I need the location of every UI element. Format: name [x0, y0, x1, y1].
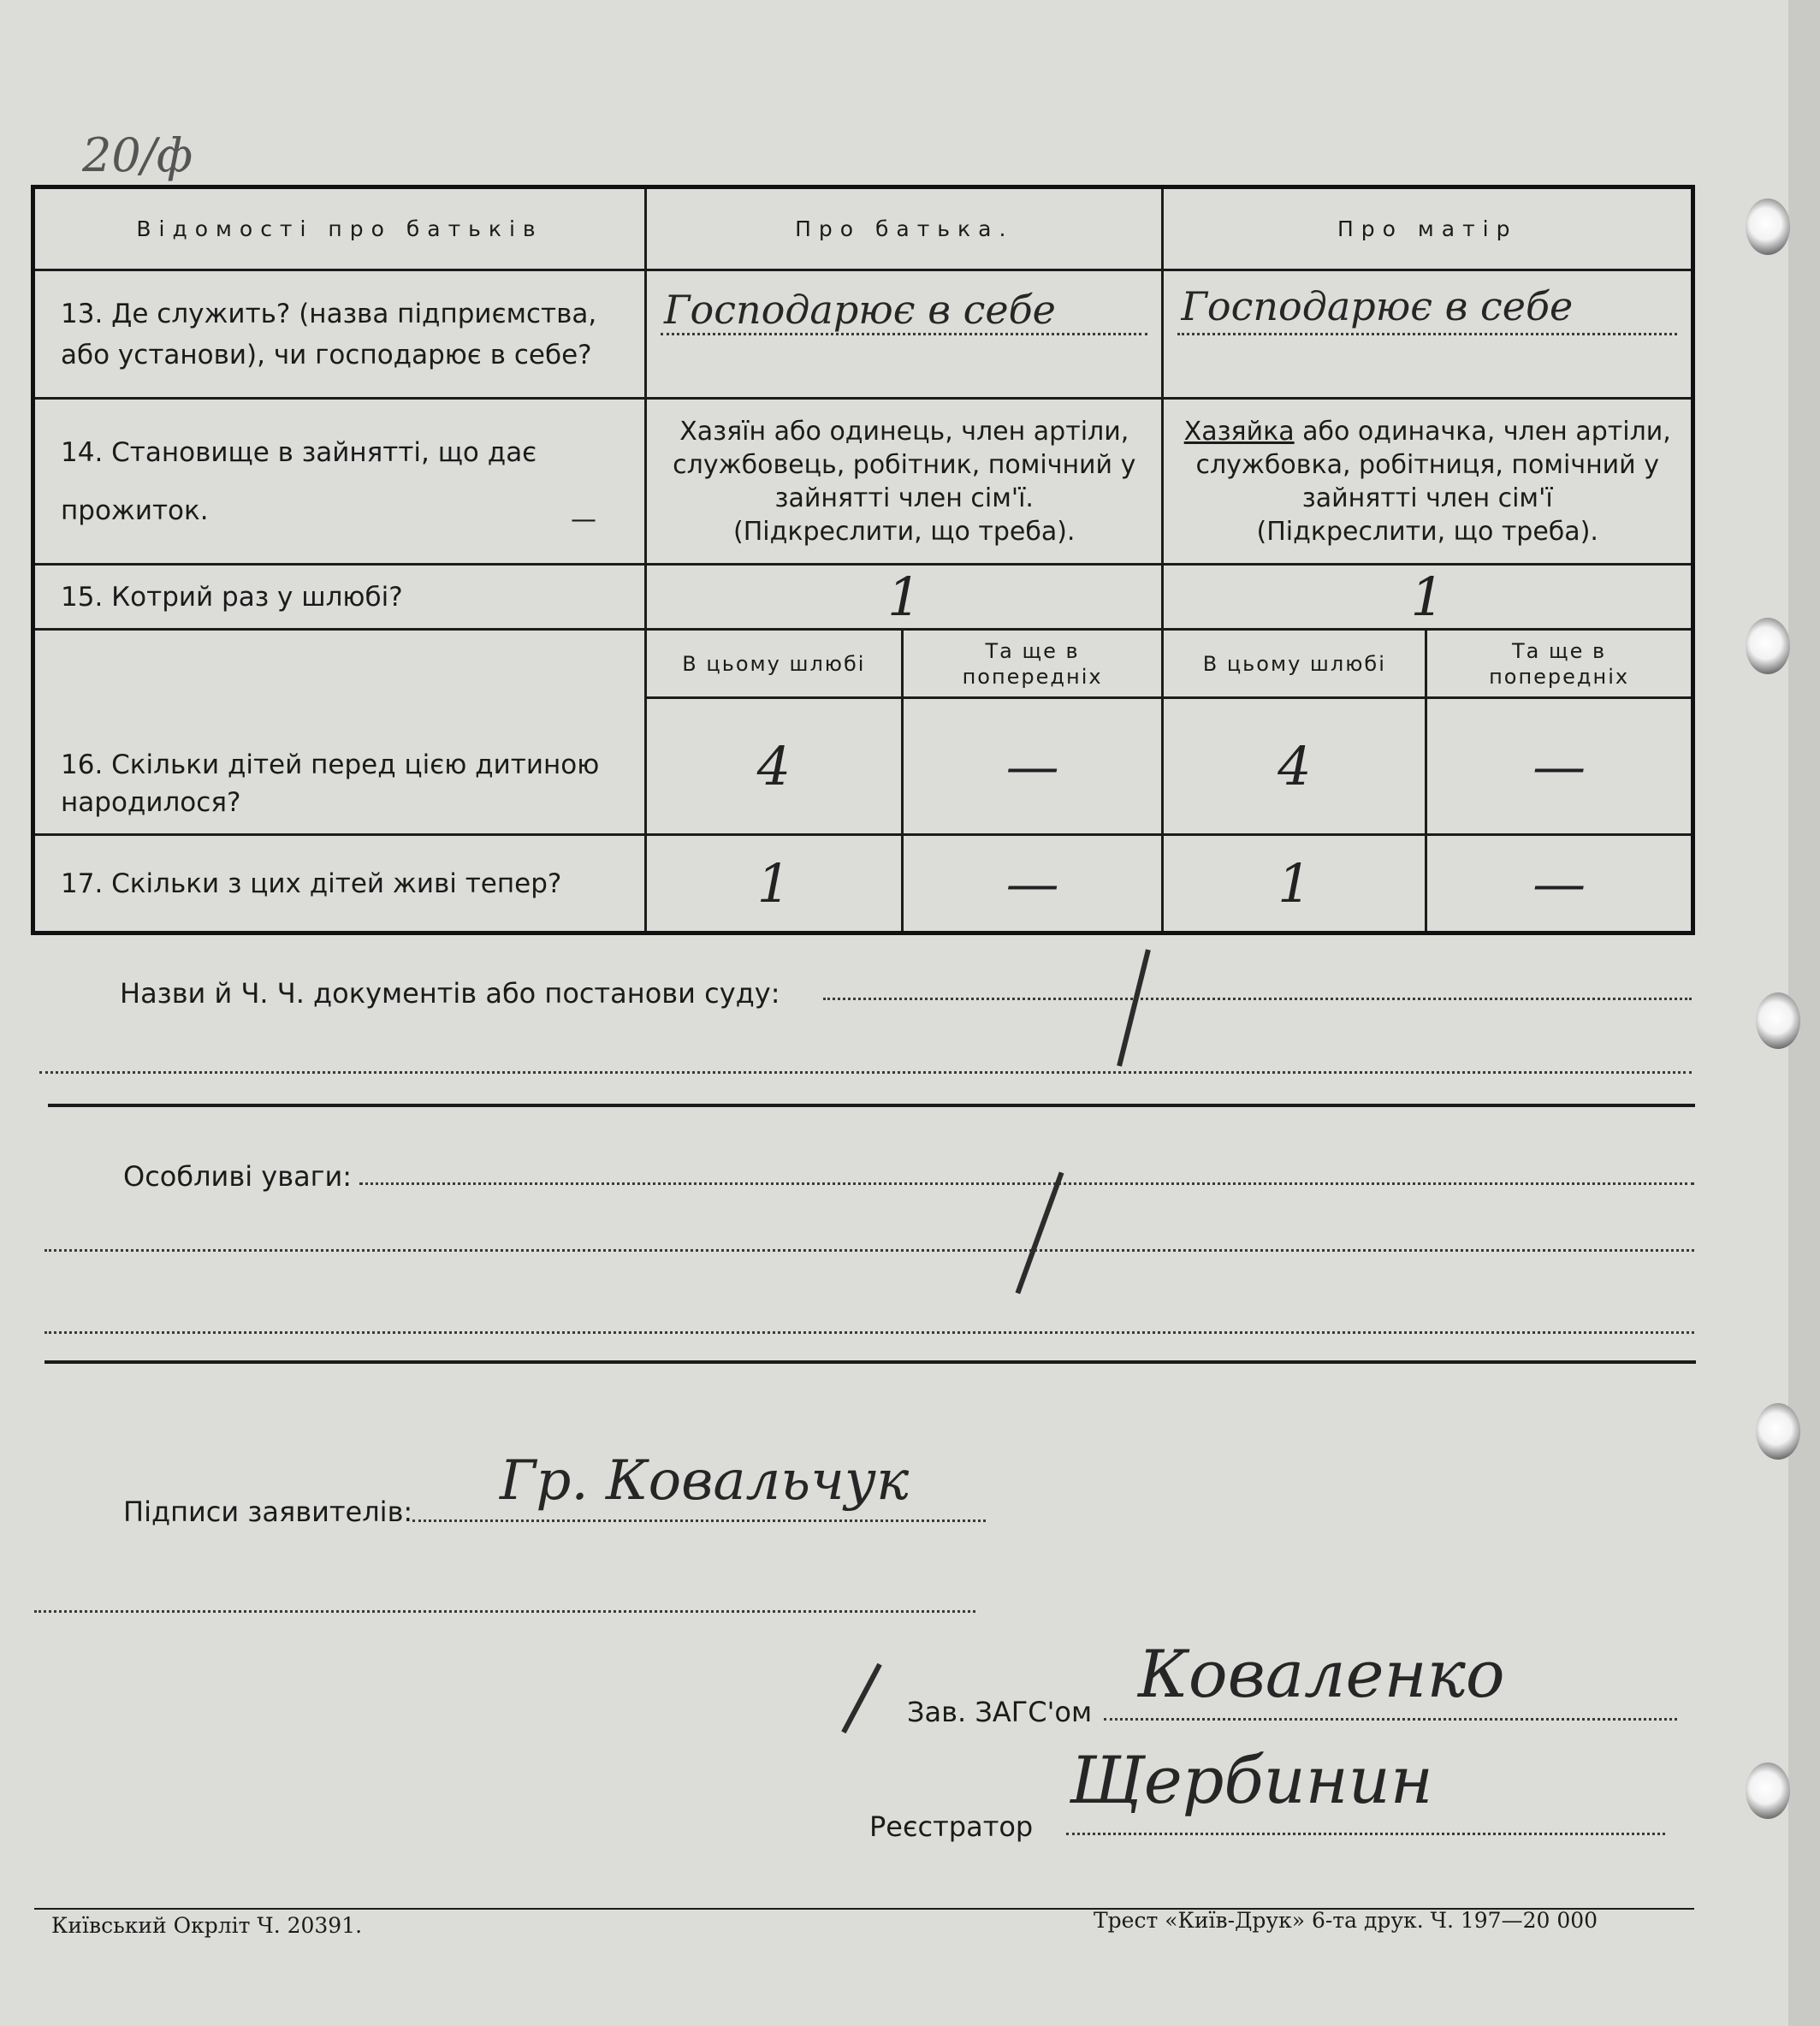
- answer-15-mother: 1: [1163, 565, 1693, 630]
- documents-label: Назви й Ч. Ч. документів або постанови суду:: [120, 977, 780, 1010]
- parents-info-table: [31, 185, 1695, 935]
- footer-printer-right: Трест «Київ-Друк» 6-та друк. Ч. 197—20 000: [1094, 1908, 1598, 1933]
- question-14-dash: —: [571, 505, 597, 535]
- remarks-line: [44, 1331, 1694, 1334]
- answer-line: [1177, 333, 1677, 335]
- documents-line: [39, 1071, 1692, 1074]
- punch-hole: [1746, 618, 1790, 674]
- registrar-signature: Щербинин: [1070, 1742, 1433, 1818]
- signature-line: [412, 1520, 986, 1522]
- question-13: 13. Де служить? (назва підприємства, або установи), чи господарює в себе?: [33, 270, 646, 399]
- answer-line: [661, 333, 1147, 335]
- punch-hole: [1746, 1762, 1790, 1819]
- subheader-mother-previous: Та ще в попередніх: [1426, 630, 1693, 698]
- registrar-signature-line: [1066, 1833, 1665, 1835]
- answer-13-father-cell: [646, 270, 1163, 399]
- answer-14-mother-cell: [1163, 399, 1693, 565]
- dash-stroke: [1117, 949, 1151, 1066]
- dash-stroke: [1016, 1171, 1064, 1294]
- answer-14-mother-selected: Хазяйка: [1183, 416, 1295, 447]
- header-parents-info: Відомості про батьків: [33, 187, 646, 270]
- question-16: 16. Скільки дітей перед цією дитиною народилося?: [61, 749, 600, 818]
- zags-head-label: Зав. ЗАГС'ом: [907, 1696, 1093, 1728]
- answer-16-mother-prev: —: [1426, 698, 1693, 835]
- question-17: 17. Скільки з цих дітей живі тепер?: [33, 835, 646, 933]
- applicant-signature: Гр. Ковальчук: [500, 1449, 910, 1513]
- answer-16-mother-this: 4: [1163, 698, 1426, 835]
- answer-17-mother-prev: —: [1426, 835, 1693, 933]
- answer-14-mother-options: або одиначка, член артіли, службовка, робітниця, помічний у зайнятті член сім'ї: [1195, 416, 1671, 513]
- remarks-line: [44, 1249, 1694, 1252]
- archive-annotation: 20/ф: [82, 128, 193, 182]
- section-divider: [44, 1360, 1696, 1364]
- footer-printer-left: Київський Окрліт Ч. 20391.: [51, 1913, 363, 1938]
- zags-head-signature: Коваленко: [1138, 1636, 1505, 1712]
- answer-15-father: 1: [646, 565, 1163, 630]
- registrar-label: Реєстратор: [869, 1810, 1034, 1843]
- answer-14-father-options: Хазяїн або одинець, член артіли, службовець, робітник, помічний у зайнятті член сім'ї.: [673, 416, 1136, 513]
- answer-14-father-note: (Підкреслити, що треба).: [733, 516, 1076, 547]
- punch-hole: [1756, 1403, 1800, 1460]
- remarks-label: Особливі уваги:: [123, 1160, 353, 1193]
- question-14: 14. Становище в зайнятті, що дає прожиток.: [61, 436, 537, 526]
- remarks-line: [359, 1182, 1694, 1185]
- answer-17-father-prev: —: [902, 835, 1163, 933]
- signatures-label: Підписи заявителів:: [123, 1496, 413, 1528]
- documents-line: [823, 998, 1692, 1000]
- question-15: 15. Котрий раз у шлюбі?: [33, 565, 646, 630]
- question-16-cell: [33, 630, 646, 835]
- punch-hole: [1756, 992, 1800, 1049]
- header-mother: Про матір: [1163, 187, 1693, 270]
- dash-stroke: [841, 1663, 882, 1733]
- answer-13-mother: Господарює в себе: [1181, 283, 1574, 329]
- answer-17-mother-this: 1: [1163, 835, 1426, 933]
- answer-16-father-prev: —: [902, 698, 1163, 835]
- subheader-father-this: В цьому шлюбі: [646, 630, 903, 698]
- question-14-cell: [33, 399, 646, 565]
- zags-signature-line: [1104, 1718, 1677, 1721]
- header-father: Про батька.: [646, 187, 1163, 270]
- answer-14-father-cell: [646, 399, 1163, 565]
- answer-14-mother-note: (Підкреслити, що треба).: [1256, 516, 1598, 547]
- punch-hole: [1746, 198, 1790, 255]
- answer-13-mother-cell: [1163, 270, 1693, 399]
- answer-16-father-this: 4: [646, 698, 903, 835]
- answer-13-father: Господарює в себе: [664, 287, 1056, 333]
- signature-line: [34, 1610, 975, 1613]
- subheader-father-previous: Та ще в попередніх: [902, 630, 1163, 698]
- answer-17-father-this: 1: [646, 835, 903, 933]
- subheader-mother-this: В цьому шлюбі: [1163, 630, 1426, 698]
- section-divider: [48, 1104, 1695, 1107]
